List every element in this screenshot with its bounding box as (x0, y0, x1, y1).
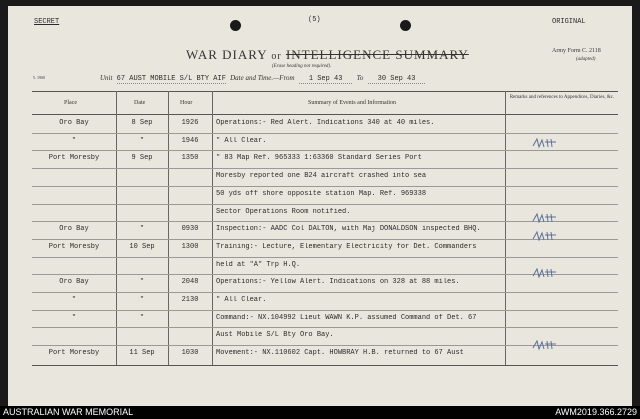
column-header-hour: Hour (180, 100, 193, 106)
unit-label: Unit (100, 74, 113, 82)
cell-date: 11 Sep (129, 349, 155, 358)
cell-place: Oro Bay (59, 278, 89, 287)
row-divider (32, 327, 618, 328)
cell-place: Port Moresby (48, 242, 100, 251)
title-or: or (271, 51, 282, 62)
footer-bar (0, 406, 640, 419)
initials-signature (532, 212, 558, 224)
cell-hour: 0930 (181, 225, 199, 234)
cell-summary: Movement:- NX.110602 Capt. HOWBRAY H.B. returned to 67 Aust (216, 349, 464, 358)
row-divider (32, 292, 618, 293)
unit-line (100, 74, 425, 83)
form-number: Army Form C. 2118 (552, 48, 601, 54)
cell-hour: 1946 (181, 136, 199, 145)
cell-summary: held at "A" Trp H.Q. (216, 260, 301, 269)
date-to: 30 Sep 43 (368, 75, 426, 84)
cell-place: " (71, 136, 77, 145)
initials-signature (532, 339, 558, 351)
cell-summary: Moresby reported one B24 aircraft crashed into sea (216, 172, 427, 181)
cell-summary: Operations:- Yellow Alert. Indications on 328 at 88 miles. (216, 278, 460, 287)
cell-place: Port Moresby (48, 154, 100, 163)
table-top-border (32, 91, 618, 92)
row-divider (32, 345, 618, 346)
title-struck: INTELLIGENCE SUMMARY (285, 47, 469, 62)
punch-hole (230, 20, 241, 31)
column-header-place: Place (64, 100, 77, 106)
footer-accession: AWM2019.366.2729 (555, 407, 637, 417)
cell-place: " (71, 313, 77, 322)
row-divider (32, 239, 618, 240)
cell-date: 9 Sep (131, 154, 153, 163)
cell-summary: Inspection:- AADC Col DALTON, with Maj DONALDSON inspected BHQ. (216, 225, 481, 234)
cell-date: " (139, 278, 145, 287)
form-adapted: (adapted) (576, 57, 596, 62)
table-bottom-border (32, 365, 618, 366)
diary-page (8, 6, 632, 406)
row-divider (32, 310, 618, 311)
title-war-diary: WAR DIARY (186, 47, 268, 62)
page-title (186, 47, 469, 63)
cell-place: Port Moresby (48, 349, 100, 358)
cell-hour: 1350 (181, 154, 199, 163)
column-header-summary: Summary of Events and Information (308, 100, 396, 106)
cell-date: 10 Sep (129, 242, 155, 251)
row-divider (32, 168, 618, 169)
cell-hour: 2048 (181, 278, 199, 287)
cell-place: Oro Bay (59, 225, 89, 234)
cell-date: " (139, 225, 145, 234)
cell-summary: 50 yds off shore opposite station Map. Ref. 969338 (216, 189, 427, 198)
cell-place: " (71, 296, 77, 304)
punch-hole (400, 20, 411, 31)
cell-hour: 2130 (181, 296, 199, 304)
secret-stamp: SECRET (34, 18, 60, 26)
cell-hour: 1300 (181, 242, 199, 251)
cell-summary: " All Clear. (216, 136, 267, 145)
date-label: Date and Time.—From (230, 74, 295, 82)
footer-source: AUSTRALIAN WAR MEMORIAL (3, 407, 134, 417)
cell-place: Oro Bay (59, 119, 89, 127)
row-divider (32, 204, 618, 205)
unit-value: 67 AUST MOBILE S/L BTY AIF (116, 75, 226, 83)
cell-summary: " 83 Map Ref. 965333 1:63360 Standard Series Port (216, 154, 422, 163)
cell-date: " (139, 313, 145, 322)
row-divider (32, 274, 618, 275)
row-divider (32, 150, 618, 151)
header-bottom-border (32, 114, 618, 115)
row-divider (32, 133, 618, 134)
cell-date: " (139, 296, 145, 304)
date-from: 1 Sep 43 (299, 75, 353, 84)
row-divider (32, 186, 618, 187)
initials-signature (532, 267, 558, 279)
cell-summary: Sector Operations Room notified. (216, 207, 351, 216)
cell-date: 8 Sep (131, 119, 153, 127)
cell-summary: Aust Mobile S/L Bty Oro Bay. (216, 331, 334, 340)
row-divider (32, 257, 618, 258)
column-header-date: Date (134, 100, 146, 106)
cell-summary: Operations:- Red Alert. Indications 340 at 40 miles. (216, 119, 435, 127)
cell-summary: Command:- NX.104992 Lieut WAWN K.P. assumed Command of Det. 67 (216, 313, 477, 322)
corner-code: 5. 1900 (33, 75, 45, 80)
initials-signature (532, 137, 558, 149)
cell-summary: Training:- Lecture, Elementary Electricity for Det. Commanders (216, 242, 477, 251)
cell-hour: 1030 (181, 349, 199, 358)
cell-summary: " All Clear. (216, 296, 267, 304)
date-to-label: To (356, 74, 364, 82)
row-divider (32, 221, 618, 222)
column-header-remarks: Remarks and references to Appendices, Diaries, &c. (509, 95, 615, 100)
page-number: (5) (308, 16, 321, 24)
cell-date: " (139, 136, 145, 145)
cell-hour: 1926 (181, 119, 199, 127)
initials-signature (532, 230, 558, 242)
title-note: (Erase heading not required). (272, 64, 332, 69)
original-stamp: ORIGINAL (552, 18, 586, 26)
